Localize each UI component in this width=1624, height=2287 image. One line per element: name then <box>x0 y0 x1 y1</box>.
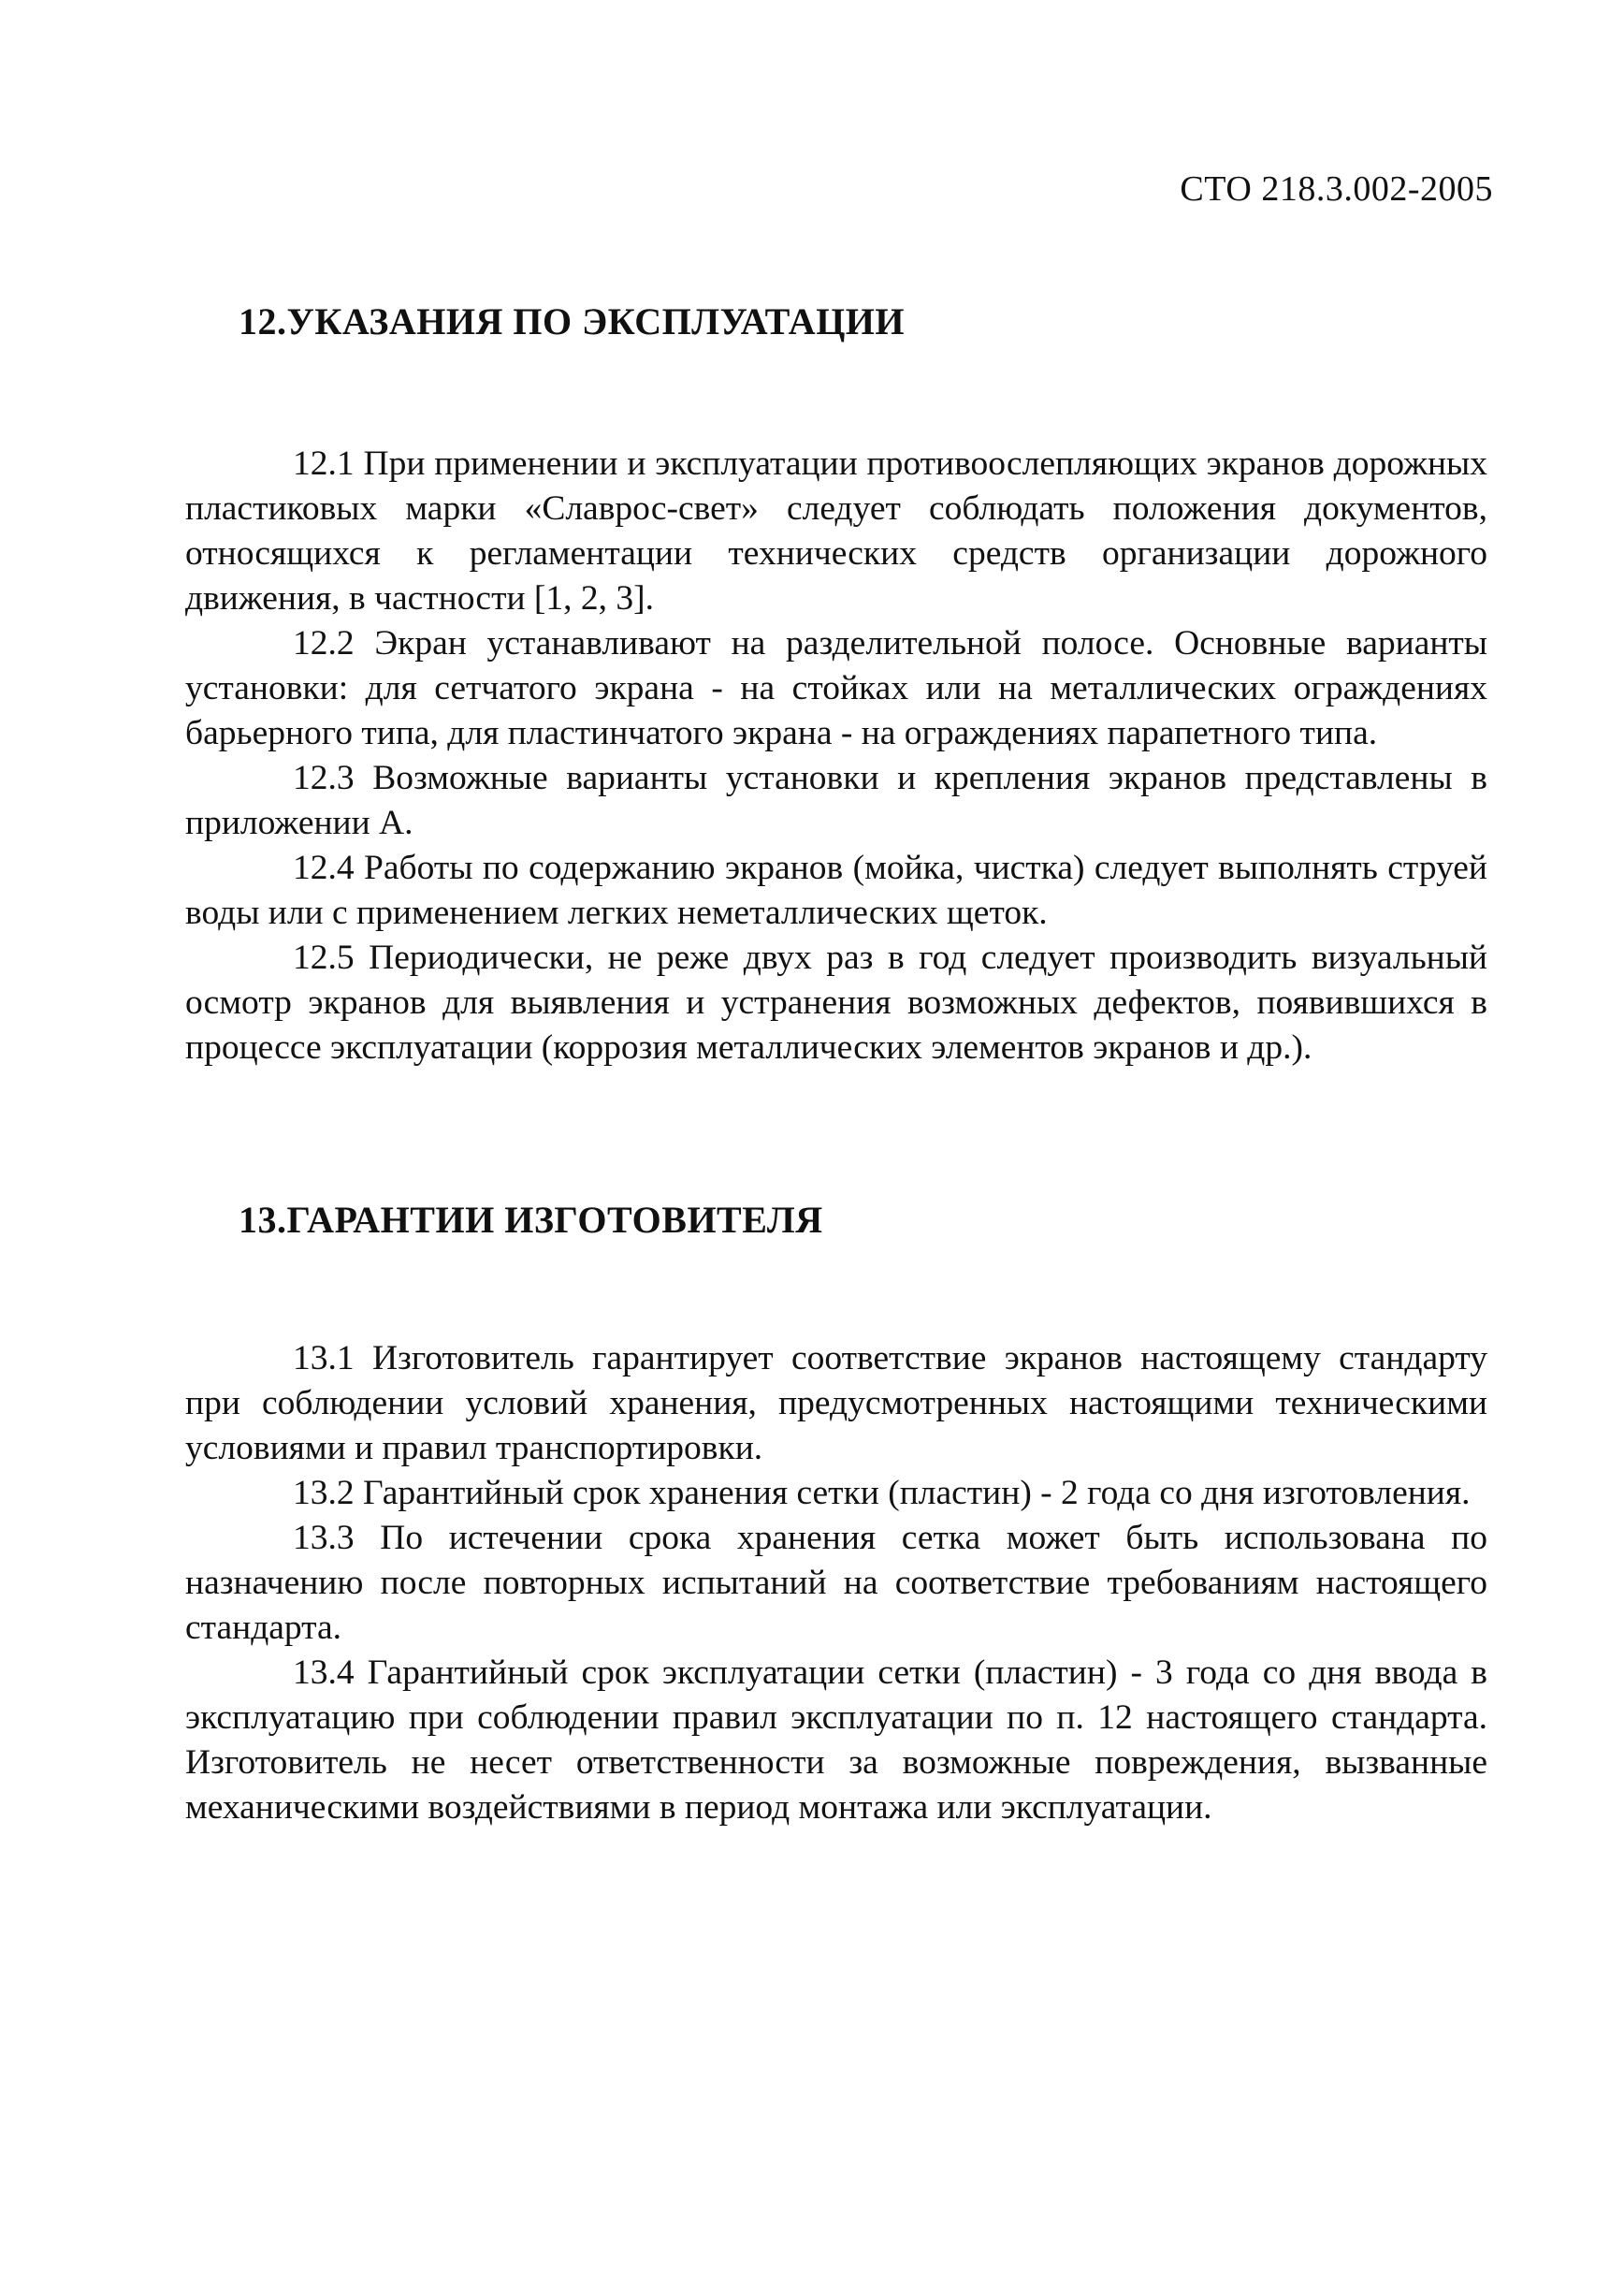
paragraph-number: 13.3 <box>293 1519 355 1557</box>
document-code: СТО 218.3.002-2005 <box>1180 169 1493 209</box>
paragraph-number: 12.1 <box>293 444 355 483</box>
paragraph-13-1 <box>185 1336 1487 1471</box>
paragraph-number: 13.1 <box>293 1339 355 1377</box>
paragraph-13-4 <box>185 1651 1487 1830</box>
paragraph-text: Периодически, не реже двух раз в год следует производить визуальный осмотр экранов для выявления и устранения возможных дефектов, появившихся в процессе эксплуатации (коррозия металлических элементов экранов и др.). <box>185 939 1488 1067</box>
paragraph-number: 12.4 <box>293 849 355 887</box>
paragraph-text: При применении и эксплуатации противоослепляющих экранов дорожных пластиковых марки «Славрос-свет» следует соблюдать положения документов, относящихся к регламентации технических средств организации дорожного движения, в частности [1, 2, 3]. <box>185 444 1487 618</box>
paragraph-12-5 <box>185 936 1487 1071</box>
paragraph-number: 13.2 <box>293 1474 355 1512</box>
section-12-heading: 12.УКАЗАНИЯ ПО ЭКСПЛУАТАЦИИ <box>239 300 906 342</box>
paragraph-12-4 <box>185 846 1487 936</box>
paragraph-text: По истечении срока хранения сетка может быть использована по назначению после повторных испытаний на соответствие требованиям настоящего стандарта. <box>185 1519 1487 1647</box>
paragraph-number: 13.4 <box>293 1653 355 1692</box>
section-13-heading: 13.ГАРАНТИИ ИЗГОТОВИТЕЛЯ <box>239 1199 823 1241</box>
paragraph-12-2 <box>185 621 1487 756</box>
paragraph-13-2 <box>185 1471 1487 1516</box>
paragraph-text: Возможные варианты установки и крепления экранов представлены в приложении А. <box>185 759 1487 842</box>
paragraph-number: 12.3 <box>293 759 355 797</box>
paragraph-text: Работы по содержанию экранов (мойка, чистка) следует выполнять струей воды или с применением легких неметаллических щеток. <box>185 849 1488 932</box>
section-12-body <box>185 442 1487 1071</box>
paragraph-number: 12.5 <box>293 939 355 977</box>
paragraph-13-3 <box>185 1516 1487 1651</box>
section-13-body <box>185 1336 1487 1830</box>
paragraph-text: Гарантийный срок хранения сетки (пластин) - 2 года со дня изготовления. <box>363 1474 1471 1512</box>
paragraph-12-1 <box>185 442 1487 621</box>
paragraph-text: Изготовитель гарантирует соответствие экранов настоящему стандарту при соблюдении условий хранения, предусмотренных настоящими техническими условиями и правил транспортировки. <box>185 1339 1487 1467</box>
paragraph-text: Экран устанавливают на разделительной полосе. Основные варианты установки: для сетчатого экрана - на стойках или на металлических ограждениях барьерного типа, для пластинчатого экрана - на ограждениях парапетного типа. <box>185 624 1487 752</box>
paragraph-12-3 <box>185 756 1487 846</box>
paragraph-text: Гарантийный срок эксплуатации сетки (пластин) - 3 года со дня ввода в эксплуатацию при соблюдении правил эксплуатации по п. 12 настоящего стандарта. Изготовитель не несет ответственности за возможные повреждения, вызванные механическими воздействиями в период монтажа или эксплуатации. <box>185 1653 1487 1827</box>
paragraph-number: 12.2 <box>293 624 355 663</box>
